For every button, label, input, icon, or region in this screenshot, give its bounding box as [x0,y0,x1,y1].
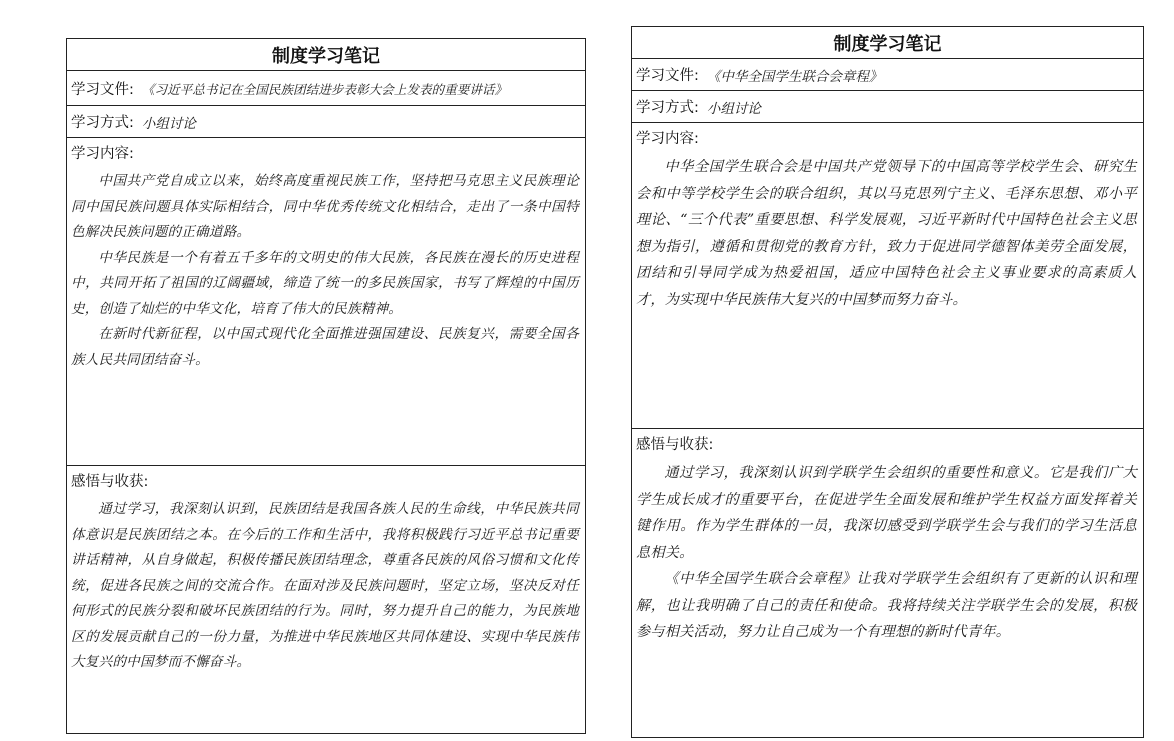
study-content-label: 学习内容: [636,131,699,147]
study-method-value: 小组讨论 [706,100,761,117]
study-file-row [67,71,585,106]
study-method-label: 学习方式: [71,115,134,131]
insight-section [632,429,1143,735]
insight-paragraph: 《中华全国学生联合会章程》让我对学联学生会组织有了更新的认识和理解，也让我明确了自己的责任和使命。我将持续关注学联学生会的发展，积极参与相关活动，努力让自己成为一个有理想的新时代青年。 [636,571,1137,640]
study-method-value: 小组讨论 [141,115,196,132]
content-paragraph: 中华全国学生联合会是中国共产党领导下的中国高等学校学生会、研究生会和中等学校学生会的联合组织，其以马克思列宁主义、毛泽东思想、邓小平理论、“三个代表”重要思想、科学发展观，习近平新时代中国特色社会主义思想为指引，遵循和贯彻党的教育方针，致力于促进同学德智体美劳全面发展，团结和引导同学成为热爱祖国，适应中国特色社会主义事业要求的高素质人才，为实现中华民族伟大复兴的中国梦而努力奋斗。 [636,159,1137,308]
content-paragraph: 在新时代新征程，以中国式现代化全面推进强国建设、民族复兴，需要全国各族人民共同团结奋斗。 [71,326,579,368]
right-study-note [631,26,1144,738]
insight-label: 感悟与收获: [636,437,714,453]
study-file-label: 学习文件: [71,81,134,98]
study-content-label: 学习内容: [71,146,134,162]
study-file-label: 学习文件: [636,68,699,84]
note-title: 制度学习笔记 [632,27,1143,59]
insight-section [67,466,585,732]
study-method-row [67,106,585,138]
content-paragraph: 中华民族是一个有着五千多年的文明史的伟大民族，各民族在漫长的历史进程中，共同开拓了祖国的辽阔疆域，缔造了统一的多民族国家，书写了辉煌的中国历史，创造了灿烂的中华文化，培育了伟大的民族精神。 [71,249,579,317]
content-paragraph: 中国共产党自成立以来，始终高度重视民族工作，坚持把马克思主义民族理论同中国民族问题具体实际相结合，同中华优秀传统文化相结合，走出了一条中国特色解决民族问题的正确道路。 [71,173,579,240]
study-content-section [67,138,585,466]
insight-label: 感悟与收获: [71,474,149,490]
insight-paragraph: 通过学习，我深刻认识到，民族团结是我国各族人民的生命线，中华民族共同体意识是民族团结之本。在今后的工作和生活中，我将积极践行习近平总书记重要讲话精神，从自身做起，积极传播民族团结理念，尊重各民族的风俗习惯和文化传统，促进各民族之间的交流合作。在面对涉及民族问题时，坚定立场，坚决反对任何形式的民族分裂和破坏民族团结的行为。同时，努力提升自己的能力，为民族地区的发展贡献自己的一份力量，为推进中华民族地区共同体建设、实现中华民族伟大复兴的中国梦而不懈奋斗。 [71,501,579,670]
study-file-value: 《中华全国学生联合会章程》 [706,68,883,85]
study-method-label: 学习方式: [636,100,699,116]
insight-paragraph: 通过学习，我深刻认识到学联学生会组织的重要性和意义。它是我们广大学生成长成才的重要平台，在促进学生全面发展和维护学生权益方面发挥着关键作用。作为学生群体的一员，我深切感受到学联学生会与我们的学习生活息息相关。 [636,465,1137,561]
note-title: 制度学习笔记 [67,39,585,71]
study-method-row [632,91,1143,123]
study-content-section [632,123,1143,429]
study-file-row [632,59,1143,91]
study-file-value: 《习近平总书记在全国民族团结进步表彰大会上发表的重要讲话》 [141,81,508,97]
left-study-note [66,38,586,734]
